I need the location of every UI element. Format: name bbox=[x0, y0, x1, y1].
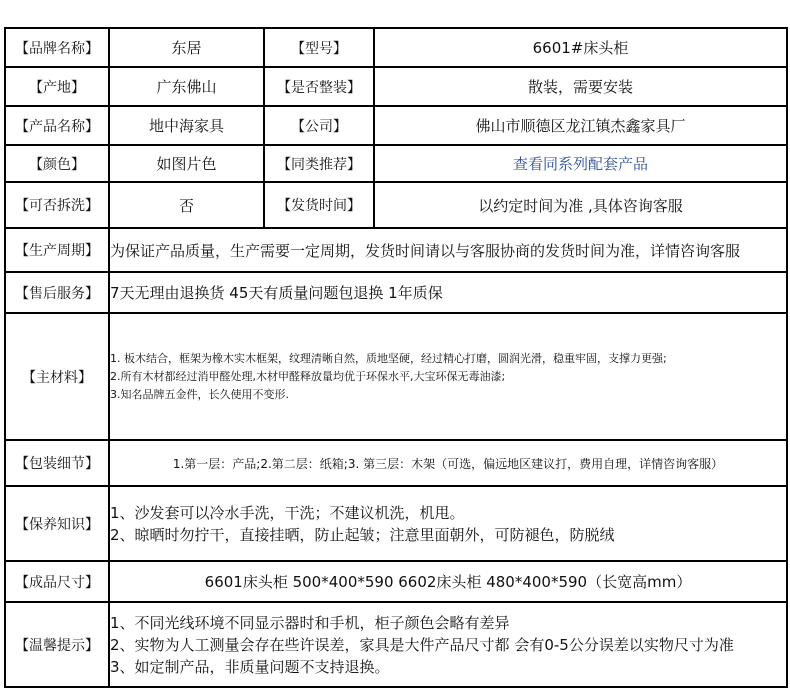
spec-row-after-sales bbox=[5, 272, 787, 313]
spec-row-origin bbox=[5, 67, 787, 106]
delivery-time-label: 【发货时间】 bbox=[264, 182, 374, 228]
washable-value: 否 bbox=[109, 182, 264, 228]
assembly-label: 【是否整装】 bbox=[264, 67, 374, 106]
production-text: 为保证产品质量，生产需要一定周期，发货时间请以与客服协商的发货时间为准，详情咨询客服 bbox=[109, 228, 787, 272]
spec-row-brand bbox=[5, 28, 787, 67]
size-label: 【成品尺寸】 bbox=[5, 561, 109, 602]
color-value: 如图片色 bbox=[109, 145, 264, 182]
company-value: 佛山市顺德区龙江镇杰鑫家具厂 bbox=[374, 106, 787, 145]
spec-row-packaging bbox=[5, 440, 787, 486]
packaging-label: 【包装细节】 bbox=[5, 440, 109, 486]
model-value: 6601#床头柜 bbox=[374, 28, 787, 67]
materials-text bbox=[109, 313, 787, 440]
tips-label: 【温馨提示】 bbox=[5, 602, 109, 687]
materials-label: 【主材料】 bbox=[5, 313, 109, 440]
after-sales-label: 【售后服务】 bbox=[5, 272, 109, 313]
recommend-link[interactable]: 查看同系列配套产品 bbox=[374, 145, 787, 182]
care-text bbox=[109, 486, 787, 561]
spec-row-washable bbox=[5, 182, 787, 228]
care-label: 【保养知识】 bbox=[5, 486, 109, 561]
materials-line: 3.知名品牌五金件，长久使用不变形. bbox=[110, 387, 289, 401]
care-line: 2、晾晒时勿拧干，直接挂晒，防止起皱；注意里面朝外，可防褪色，防脱绒 bbox=[110, 525, 615, 544]
spec-row-tips bbox=[5, 602, 787, 687]
after-sales-text: 7天无理由退换货 45天有质量问题包退换 1年质保 bbox=[109, 272, 787, 313]
origin-value: 广东佛山 bbox=[109, 67, 264, 106]
packaging-text: 1.第一层：产品;2.第二层：纸箱;3. 第三层：木架（可选，偏远地区建议打，费用自理，详情咨询客服） bbox=[109, 440, 787, 486]
washable-label: 【可否拆洗】 bbox=[5, 182, 109, 228]
tips-line: 1、不同光线环境不同显示器时和手机，柜子颜色会略有差异 bbox=[110, 613, 510, 632]
size-text: 6601床头柜 500*400*590 6602床头柜 480*400*590（长宽高mm） bbox=[109, 561, 787, 602]
company-label: 【公司】 bbox=[264, 106, 374, 145]
spec-row-product-name bbox=[5, 106, 787, 145]
spec-row-care bbox=[5, 486, 787, 561]
tips-line: 2、实物为人工测量会存在些许误差，家具是大件产品尺寸都 会有0-5公分误差以实物尺寸为准 bbox=[110, 635, 734, 654]
product-spec-table bbox=[4, 27, 788, 688]
tips-line: 3、如定制产品，非质量问题不支持退换。 bbox=[110, 657, 390, 676]
model-label: 【型号】 bbox=[264, 28, 374, 67]
tips-text bbox=[109, 602, 787, 687]
materials-line: 2.所有木材都经过消甲醛处理,木材甲醛释放量均优于环保水平,大宝环保无毒油漆; bbox=[110, 369, 506, 383]
product-name-value: 地中海家具 bbox=[109, 106, 264, 145]
brand-value: 东居 bbox=[109, 28, 264, 67]
materials-line: 1. 板木结合，框架为橡木实木框架，纹理清晰自然，质地坚硬，经过精心打磨，圆润光滑，稳重牢固，支撑力更强; bbox=[110, 351, 667, 365]
origin-label: 【产地】 bbox=[5, 67, 109, 106]
recommend-label: 【同类推荐】 bbox=[264, 145, 374, 182]
spec-row-materials bbox=[5, 313, 787, 440]
color-label: 【颜色】 bbox=[5, 145, 109, 182]
spec-row-size bbox=[5, 561, 787, 602]
care-line: 1、沙发套可以冷水手洗，干洗；不建议机洗，机甩。 bbox=[110, 503, 465, 522]
assembly-value: 散装，需要安装 bbox=[374, 67, 787, 106]
product-name-label: 【产品名称】 bbox=[5, 106, 109, 145]
spec-row-color bbox=[5, 145, 787, 182]
delivery-time-value: 以约定时间为准 ,具体咨询客服 bbox=[374, 182, 787, 228]
spec-row-production bbox=[5, 228, 787, 272]
production-label: 【生产周期】 bbox=[5, 228, 109, 272]
brand-label: 【品牌名称】 bbox=[5, 28, 109, 67]
